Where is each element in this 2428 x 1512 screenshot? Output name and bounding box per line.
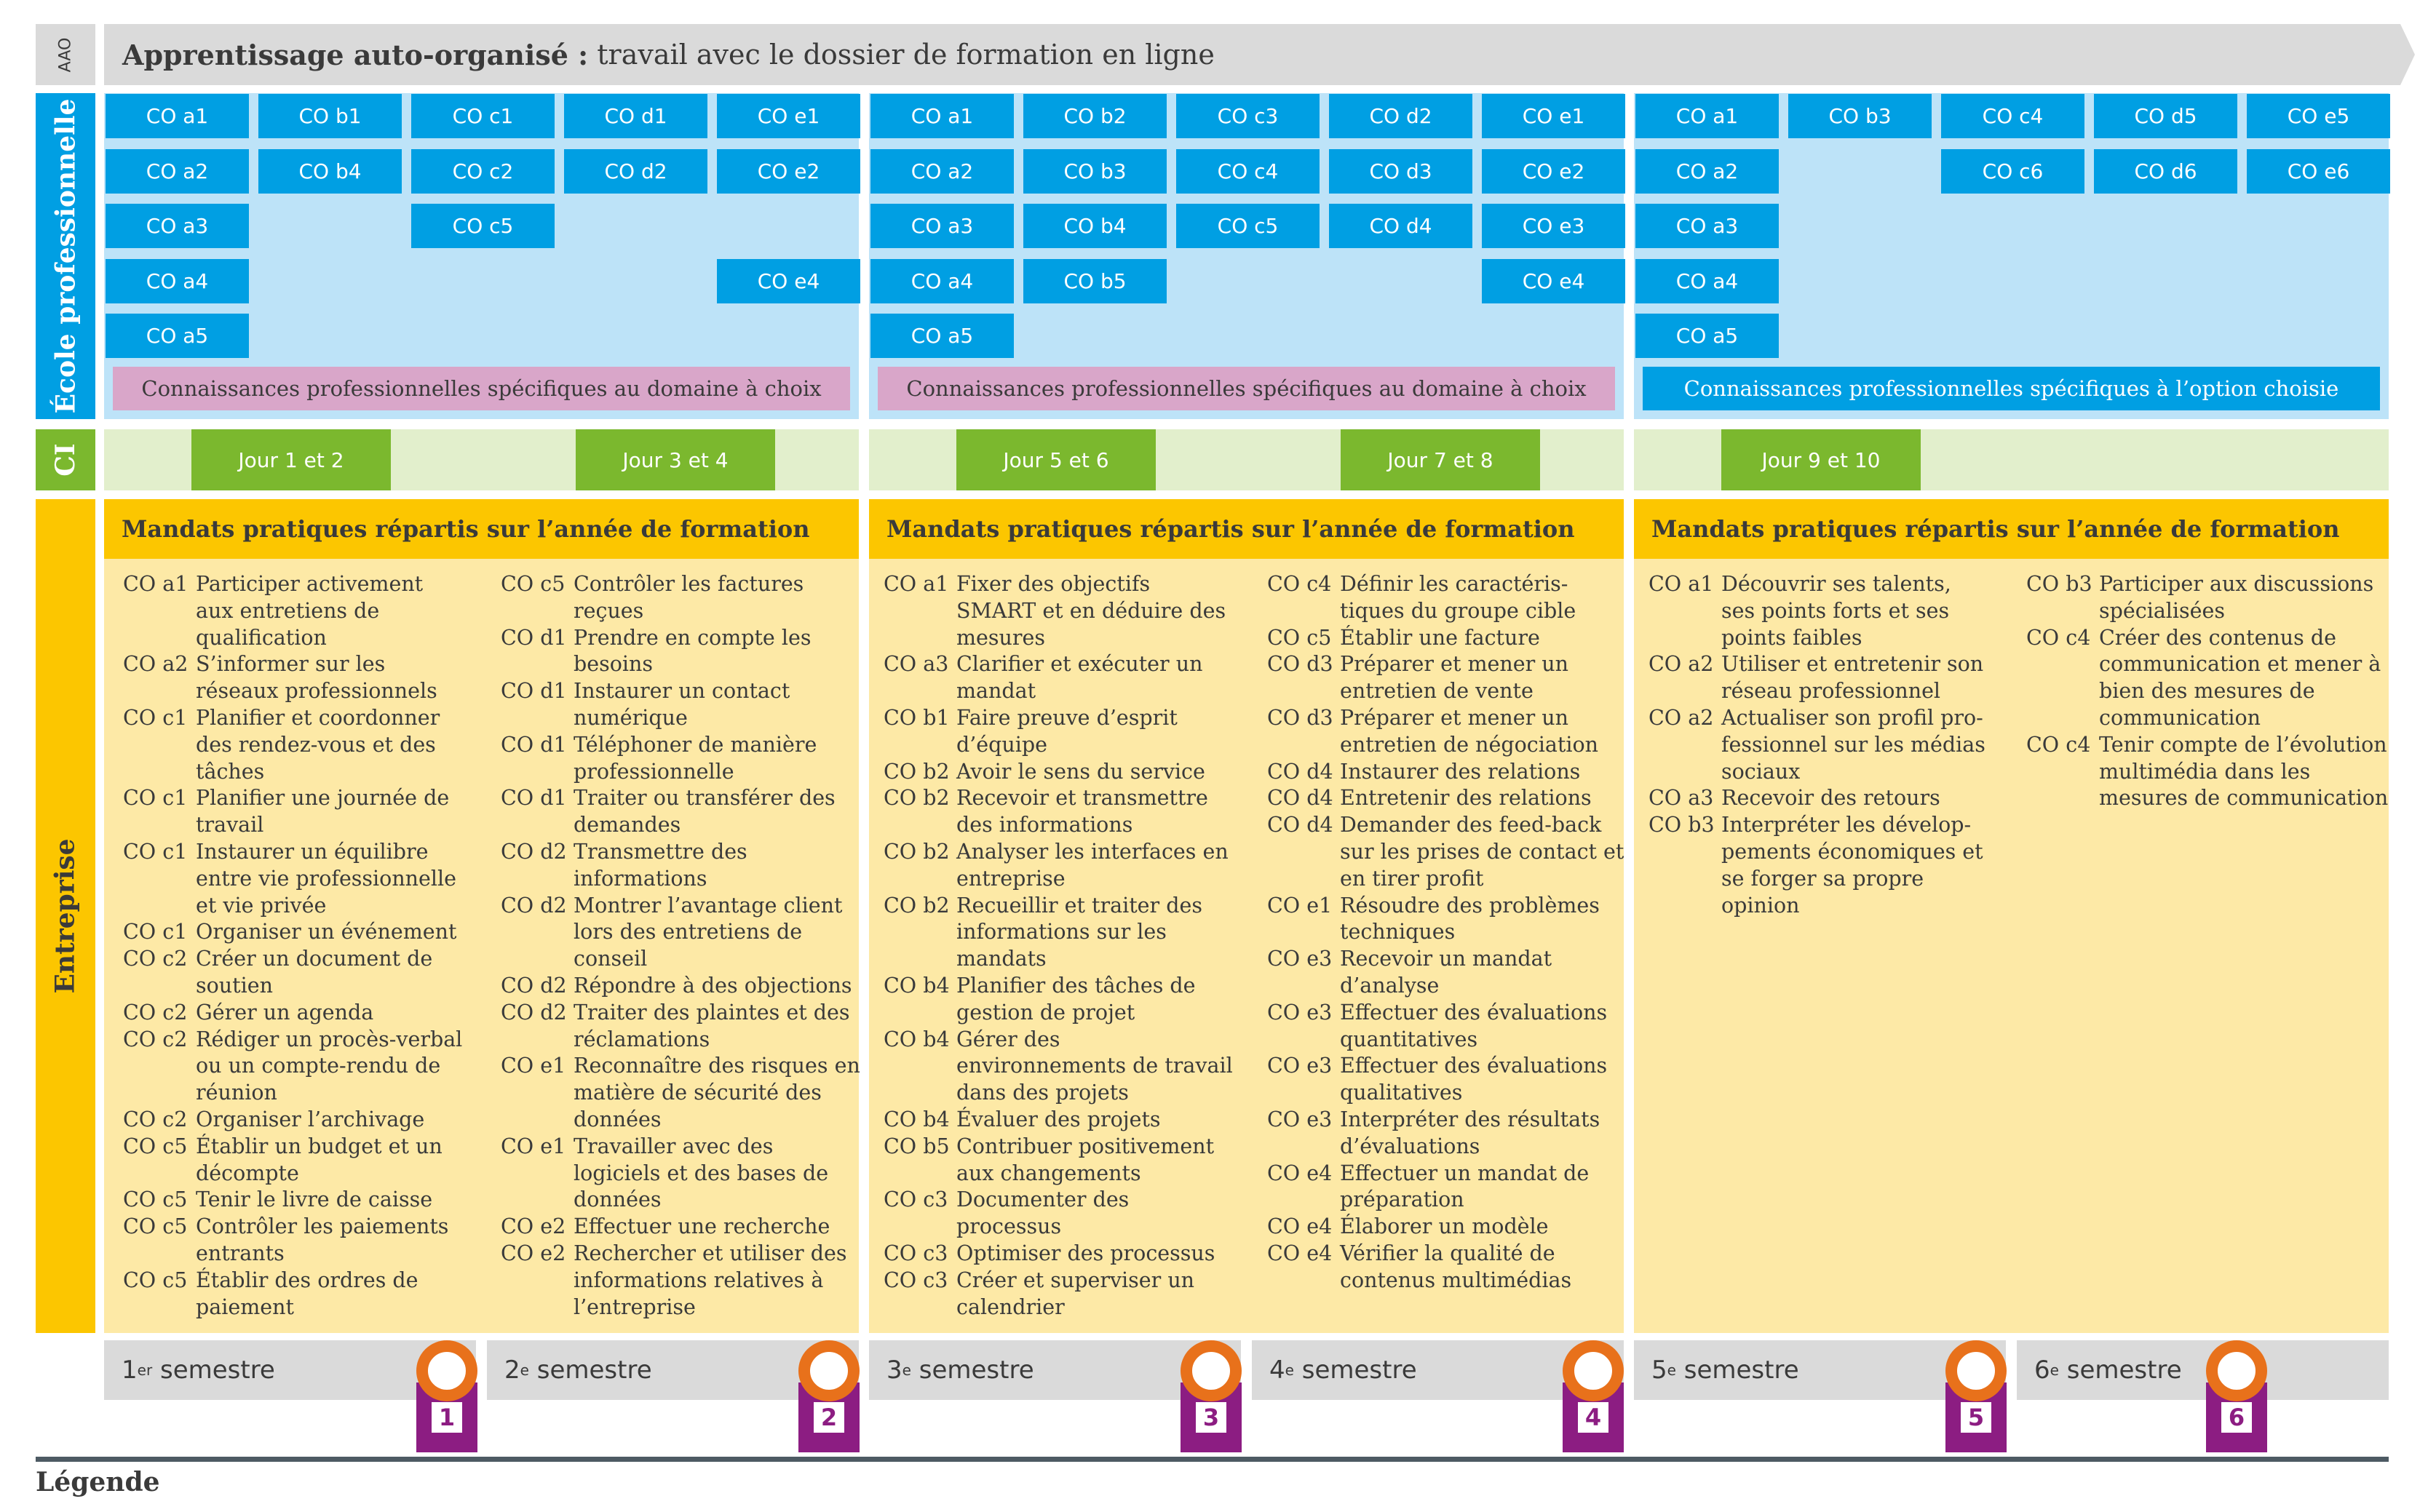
mandate-code: CO c5 — [123, 1187, 188, 1212]
ci-day-5: Jour 9 et 10 — [1721, 429, 1921, 490]
mandate-text: Tenir le livre de caisse — [196, 1187, 433, 1212]
mandates-header-3: Mandats pratiques répartis sur l’année de formation — [1634, 499, 2389, 559]
mandate-code: CO e2 — [501, 1241, 566, 1265]
mandate-item — [1267, 759, 1631, 786]
competence-cell: CO d4 — [1329, 204, 1472, 248]
mandate-item — [501, 785, 865, 839]
mandate-text: Prendre en compte les besoins — [574, 625, 812, 677]
milestone-ring-icon — [798, 1340, 860, 1401]
mandate-text: Effectuer des évaluations qualitatives — [1340, 1054, 1608, 1105]
mandate-text: Entretenir des relations — [1340, 786, 1592, 811]
mandate-code: CO b3 — [1649, 813, 1715, 837]
semester-number: 3 — [886, 1356, 902, 1385]
competence-cell: CO a2 — [1635, 149, 1779, 194]
mandate-text: Contrôler les factures reçues — [574, 572, 804, 623]
mandate-text: Organiser un événement — [196, 920, 457, 944]
competence-cell: CO c2 — [411, 149, 555, 194]
mandate-text: Téléphoner de manière professionnelle — [574, 732, 817, 784]
mandate-code: CO a2 — [1649, 652, 1714, 677]
semester-label: semestre — [910, 1356, 1034, 1385]
mandate-item — [884, 759, 1233, 786]
mandate-item — [1267, 625, 1631, 652]
mandate-column-6 — [2026, 571, 2390, 812]
competence-cell: CO d1 — [564, 94, 707, 138]
mandate-code: CO e3 — [1267, 947, 1333, 971]
mandate-text: Recevoir et transmettre des informations — [956, 786, 1208, 837]
mandate-code: CO e1 — [1267, 893, 1333, 918]
mandate-code: CO c4 — [1267, 572, 1332, 596]
mandate-item — [1267, 946, 1631, 1000]
mandate-text: Documenter des processus — [956, 1187, 1130, 1239]
semester-label: semestre — [152, 1356, 275, 1385]
mandate-text: Montrer l’avantage client lors des entretiens de conseil — [574, 893, 843, 971]
mandate-item — [2026, 732, 2390, 812]
mandate-code: CO a3 — [884, 652, 949, 677]
mandate-code: CO c5 — [1267, 625, 1332, 650]
mandate-text: Interpréter des résultats d’évaluations — [1340, 1107, 1600, 1158]
mandate-item — [123, 571, 465, 651]
mandate-item — [501, 973, 865, 1000]
mandate-item — [1267, 1241, 1631, 1294]
competence-cell: CO e5 — [2247, 94, 2390, 138]
mandate-text: Participer activement aux entretiens de qualification — [196, 572, 424, 650]
mandate-item — [1267, 1214, 1631, 1241]
competence-cell: CO c5 — [1176, 204, 1320, 248]
mandate-code: CO b2 — [884, 893, 950, 918]
mandate-text: Définir les caractéris- tiques du groupe cible — [1340, 572, 1576, 623]
competence-cell: CO e2 — [1482, 149, 1625, 194]
mandate-item — [123, 1107, 465, 1134]
mandate-code: CO c3 — [884, 1241, 948, 1265]
mandate-text: Organiser l’archivage — [196, 1107, 425, 1131]
competence-cell: CO b5 — [1023, 259, 1167, 303]
competence-cell: CO e1 — [717, 94, 860, 138]
mandate-text: Optimiser des processus — [956, 1241, 1215, 1265]
mandate-text: Transmettre des informations — [574, 839, 747, 891]
mandate-text: Faire preuve d’esprit d’équipe — [956, 705, 1178, 757]
mandate-code: CO c5 — [501, 572, 566, 596]
competence-cell: CO a3 — [870, 204, 1014, 248]
mandate-code: CO c1 — [123, 705, 188, 730]
mandate-text: Établir une facture — [1340, 625, 1540, 650]
mandate-text: Évaluer des projets — [956, 1107, 1161, 1131]
mandate-text: Contrôler les paiements entrants — [196, 1214, 449, 1265]
semester-ordinal: e — [520, 1361, 529, 1379]
mandate-code: CO d1 — [501, 625, 567, 650]
mandate-item — [501, 1214, 865, 1241]
badge-number: 5 — [1961, 1402, 1991, 1433]
mandate-item — [501, 1053, 865, 1133]
mandate-item — [123, 1214, 465, 1268]
mandate-code: CO d1 — [501, 732, 567, 757]
mandate-code: CO c4 — [2026, 625, 2091, 650]
mandate-code: CO e4 — [1267, 1214, 1333, 1239]
mandate-item — [884, 1027, 1233, 1107]
mandate-code: CO d2 — [501, 973, 567, 998]
mandate-text: Contribuer positivement aux changements — [956, 1134, 1215, 1185]
mandate-item — [1267, 571, 1631, 625]
mandate-item — [123, 839, 465, 919]
milestone-ring-icon — [1945, 1340, 2007, 1401]
competence-cell: CO a3 — [106, 204, 249, 248]
competence-cell: CO a1 — [1635, 94, 1779, 138]
badge-number: 4 — [1578, 1402, 1608, 1433]
competence-cell: CO a2 — [870, 149, 1014, 194]
mandate-item — [1649, 651, 1991, 705]
mandate-text: Préparer et mener un entretien de négociation — [1340, 705, 1598, 757]
mandate-text: Vérifier la qualité de contenus multimédias — [1340, 1241, 1572, 1292]
mandate-text: Préparer et mener un entretien de vente — [1340, 652, 1568, 704]
row-label-school: École professionnelle — [36, 93, 95, 419]
competence-cell: CO a4 — [870, 259, 1014, 303]
semester-ordinal: e — [1667, 1361, 1676, 1379]
ci-day-2: Jour 3 et 4 — [576, 429, 775, 490]
mandate-code: CO d1 — [501, 786, 567, 811]
milestone-ring-icon — [2206, 1340, 2267, 1401]
mandate-text: Recueillir et traiter des informations sur les mandats — [956, 893, 1202, 971]
mandate-item — [2026, 625, 2390, 732]
mandate-code: CO a1 — [123, 572, 189, 596]
competence-cell: CO a5 — [1635, 314, 1779, 358]
mandate-code: CO e3 — [1267, 1000, 1333, 1024]
mandate-item — [1267, 1000, 1631, 1054]
semester-6 — [2017, 1340, 2389, 1400]
competence-cell: CO c4 — [1176, 149, 1320, 194]
specific-knowledge-bar: Connaissances professionnelles spécifiques au domaine à choix — [878, 367, 1615, 410]
mandate-code: CO c1 — [123, 786, 188, 811]
semester-label: semestre — [1293, 1356, 1417, 1385]
competence-cell: CO e4 — [1482, 259, 1625, 303]
row-label-ci: CI — [36, 429, 95, 490]
mandate-code: CO b2 — [884, 786, 950, 811]
competence-cell: CO e1 — [1482, 94, 1625, 138]
mandate-code: CO e1 — [501, 1054, 566, 1078]
mandate-text: Créer et superviser un calendrier — [956, 1268, 1195, 1319]
mandate-item — [1267, 785, 1631, 812]
mandate-text: Participer aux discussions spécialisées — [2099, 572, 2374, 623]
mandate-item — [123, 1027, 465, 1107]
ci-day-4: Jour 7 et 8 — [1341, 429, 1540, 490]
mandate-column-5 — [1649, 571, 1991, 919]
mandate-text: Établir des ordres de paiement — [196, 1268, 418, 1319]
mandate-text: Utiliser et entretenir son réseau professionnel — [1721, 652, 1984, 704]
mandate-text: Analyser les interfaces en entreprise — [956, 839, 1229, 891]
mandate-item — [1649, 571, 1991, 651]
semester-ordinal: e — [902, 1361, 911, 1379]
specific-knowledge-bar: Connaissances professionnelles spécifiques au domaine à choix — [113, 367, 850, 410]
semester-ordinal: e — [1285, 1361, 1294, 1379]
mandate-text: Effectuer un mandat de préparation — [1340, 1161, 1590, 1212]
mandate-item — [1267, 1161, 1631, 1214]
competence-cell: CO c1 — [411, 94, 555, 138]
mandate-item — [123, 1187, 465, 1214]
mandate-code: CO e3 — [1267, 1054, 1333, 1078]
mandate-column-4 — [1267, 571, 1631, 1294]
mandate-code: CO c5 — [123, 1268, 188, 1292]
mandate-code: CO e3 — [1267, 1107, 1333, 1131]
mandate-text: Instaurer un équilibre entre vie professionnelle et vie privée — [196, 839, 457, 918]
mandate-text: Interpréter les dévelop- pements économiques et se forger sa propre opinion — [1721, 813, 1983, 918]
mandate-code: CO c5 — [123, 1134, 188, 1158]
semester-ordinal: er — [137, 1361, 153, 1379]
mandate-text: Instaurer un contact numérique — [574, 679, 790, 730]
mandate-code: CO a2 — [1649, 705, 1714, 730]
mandate-text: Rédiger un procès-verbal ou un compte-rendu de réunion — [196, 1027, 463, 1105]
mandate-code: CO d4 — [1267, 813, 1333, 837]
mandate-text: Résoudre des problèmes techniques — [1340, 893, 1600, 944]
mandate-code: CO d3 — [1267, 705, 1333, 730]
mandate-text: Découvrir ses talents, ses points forts et ses points faibles — [1721, 572, 1951, 650]
semester-number: 1 — [122, 1356, 138, 1385]
mandate-item — [1267, 651, 1631, 705]
mandate-code: CO b2 — [884, 839, 950, 864]
mandate-item — [884, 705, 1233, 759]
competence-cell: CO c4 — [1941, 94, 2084, 138]
mandate-code: CO b4 — [884, 1107, 950, 1131]
mandate-code: CO d3 — [1267, 652, 1333, 677]
mandate-text: Actualiser son profil pro- fessionnel sur les médias sociaux — [1721, 705, 1985, 784]
mandate-code: CO d2 — [501, 893, 567, 918]
mandate-item — [884, 893, 1233, 973]
competence-cell: CO b3 — [1788, 94, 1932, 138]
mandate-column-2 — [501, 571, 865, 1321]
mandate-item — [501, 839, 865, 893]
mandate-code: CO c1 — [123, 839, 188, 864]
specific-knowledge-bar: Connaissances professionnelles spécifiques à l’option choisie — [1643, 367, 2380, 410]
aao-banner-text: Apprentissage auto-organisé : travail avec le dossier de formation en ligne — [122, 38, 1215, 71]
mandate-text: S’informer sur les réseaux professionnels — [196, 652, 437, 704]
competence-cell: CO a4 — [1635, 259, 1779, 303]
mandate-code: CO a1 — [884, 572, 949, 596]
mandate-text: Traiter ou transférer des demandes — [574, 786, 836, 837]
mandate-code: CO d4 — [1267, 786, 1333, 811]
semester-label: semestre — [528, 1356, 652, 1385]
mandate-text: Demander des feed-back sur les prises de contact et en tirer profit — [1340, 813, 1624, 891]
mandate-item — [884, 1241, 1233, 1268]
mandate-text: Recevoir des retours — [1721, 786, 1940, 811]
mandate-item — [1267, 1107, 1631, 1161]
semester-ordinal: e — [2050, 1361, 2059, 1379]
mandate-text: Recevoir un mandat d’analyse — [1340, 947, 1552, 998]
mandate-code: CO c3 — [884, 1187, 948, 1212]
mandate-code: CO b5 — [884, 1134, 950, 1158]
mandate-text: Gérer des environnements de travail dans des projets — [956, 1027, 1233, 1105]
mandate-text: Instaurer des relations — [1340, 759, 1581, 784]
mandate-text: Créer des contenus de communication et mener à bien des mesures de communication — [2099, 625, 2381, 730]
mandate-column-1 — [123, 571, 465, 1321]
mandate-item — [884, 785, 1233, 839]
mandate-text: Rechercher et utiliser des informations relatives à l’entreprise — [574, 1241, 847, 1319]
mandate-code: CO a1 — [1649, 572, 1714, 596]
competence-cell: CO b4 — [258, 149, 402, 194]
mandate-item — [123, 1000, 465, 1027]
mandate-item — [123, 705, 465, 785]
mandate-code: CO c1 — [123, 920, 188, 944]
mandate-code: CO b3 — [2026, 572, 2092, 596]
badge-number: 3 — [1196, 1402, 1226, 1433]
mandate-item — [1267, 812, 1631, 892]
mandate-code: CO c2 — [123, 1107, 188, 1131]
mandate-text: Traiter des plaintes et des réclamations — [574, 1000, 850, 1051]
mandate-item — [501, 1000, 865, 1054]
mandate-code: CO c4 — [2026, 732, 2091, 757]
mandate-text: Reconnaître des risques en matière de sécurité des données — [574, 1054, 860, 1131]
mandate-text: Fixer des objectifs SMART et en déduire des mesures — [956, 572, 1226, 650]
mandate-item — [501, 571, 865, 625]
mandate-item — [1649, 785, 1991, 812]
mandate-text: Avoir le sens du service — [956, 759, 1205, 784]
ci-day-3: Jour 5 et 6 — [956, 429, 1156, 490]
ci-day-1: Jour 1 et 2 — [191, 429, 391, 490]
mandate-item — [123, 785, 465, 839]
mandate-item — [1267, 893, 1631, 947]
mandate-text: Clarifier et exécuter un mandat — [956, 652, 1203, 704]
competence-cell: CO b2 — [1023, 94, 1167, 138]
mandates-header-2: Mandats pratiques répartis sur l’année de formation — [869, 499, 1624, 559]
mandate-code: CO e2 — [501, 1214, 566, 1239]
mandate-text: Planifier et coordonner des rendez-vous et des tâches — [196, 705, 440, 784]
mandate-item — [1649, 705, 1991, 785]
mandate-item — [1267, 705, 1631, 759]
mandate-text: Créer un document de soutien — [196, 947, 433, 998]
mandate-item — [501, 625, 865, 679]
mandate-item — [884, 973, 1233, 1027]
semester-label: semestre — [1675, 1356, 1799, 1385]
mandate-code: CO d2 — [501, 1000, 567, 1024]
mandate-code: CO d2 — [501, 839, 567, 864]
milestone-ring-icon — [416, 1340, 477, 1401]
competence-cell: CO a4 — [106, 259, 249, 303]
mandate-code: CO b4 — [884, 973, 950, 998]
mandate-code: CO b1 — [884, 705, 950, 730]
row-label-aao: AAO — [36, 24, 95, 85]
mandate-column-3 — [884, 571, 1233, 1321]
row-label-company: Entreprise — [36, 499, 95, 1333]
mandate-code: CO e4 — [1267, 1241, 1333, 1265]
competence-cell: CO a3 — [1635, 204, 1779, 248]
mandate-text: Tenir compte de l’évolution multimédia dans les mesures de communication — [2099, 732, 2389, 811]
mandate-code: CO a2 — [123, 652, 189, 677]
competence-cell: CO b4 — [1023, 204, 1167, 248]
competence-cell: CO e6 — [2247, 149, 2390, 194]
mandate-item — [1267, 1053, 1631, 1107]
legend-title: Légende — [36, 1467, 160, 1497]
mandate-item — [501, 1134, 865, 1214]
mandate-item — [123, 946, 465, 1000]
mandate-code: CO b2 — [884, 759, 950, 784]
competence-cell: CO d5 — [2094, 94, 2237, 138]
mandate-item — [123, 1134, 465, 1187]
semester-number: 2 — [504, 1356, 520, 1385]
mandate-text: Travailler avec des logiciels et des bases de données — [574, 1134, 829, 1212]
mandate-item — [501, 1241, 865, 1321]
mandate-code: CO c2 — [123, 1000, 188, 1024]
mandate-code: CO e1 — [501, 1134, 566, 1158]
mandate-text: Planifier une journée de travail — [196, 786, 450, 837]
mandate-item — [123, 919, 465, 946]
competence-cell: CO e4 — [717, 259, 860, 303]
mandates-header-1: Mandats pratiques répartis sur l’année de formation — [104, 499, 859, 559]
mandate-code: CO a3 — [1649, 786, 1714, 811]
competence-cell: CO c6 — [1941, 149, 2084, 194]
competence-cell: CO c3 — [1176, 94, 1320, 138]
mandate-item — [884, 651, 1233, 705]
mandate-item — [123, 1268, 465, 1321]
competence-cell: CO d6 — [2094, 149, 2237, 194]
milestone-ring-icon — [1181, 1340, 1242, 1401]
mandate-code: CO c5 — [123, 1214, 188, 1239]
mandate-code: CO b4 — [884, 1027, 950, 1051]
competence-cell: CO e2 — [717, 149, 860, 194]
mandate-text: Effectuer une recherche — [574, 1214, 830, 1239]
legend-rule — [36, 1457, 2389, 1462]
competence-cell: CO b3 — [1023, 149, 1167, 194]
mandate-code: CO c2 — [123, 947, 188, 971]
mandate-item — [884, 1134, 1233, 1187]
mandate-item — [884, 839, 1233, 893]
mandate-code: CO e4 — [1267, 1161, 1333, 1185]
badge-number: 2 — [814, 1402, 844, 1433]
semester-number: 6 — [2034, 1356, 2050, 1385]
mandate-text: Effectuer des évaluations quantitatives — [1340, 1000, 1608, 1051]
competence-cell: CO d2 — [1329, 94, 1472, 138]
mandate-text: Élaborer un modèle — [1340, 1214, 1549, 1239]
mandate-item — [884, 1107, 1233, 1134]
mandate-item — [884, 1268, 1233, 1321]
competence-cell: CO e3 — [1482, 204, 1625, 248]
competence-cell: CO a5 — [870, 314, 1014, 358]
mandate-text: Gérer un agenda — [196, 1000, 374, 1024]
mandate-item — [1649, 812, 1991, 919]
competence-cell: CO d2 — [564, 149, 707, 194]
mandate-code: CO c3 — [884, 1268, 948, 1292]
mandate-item — [501, 732, 865, 786]
mandate-item — [2026, 571, 2390, 625]
mandate-text: Planifier des tâches de gestion de projet — [956, 973, 1196, 1024]
mandate-text: Répondre à des objections — [574, 973, 852, 998]
mandate-code: CO c2 — [123, 1027, 188, 1051]
competence-cell: CO a1 — [106, 94, 249, 138]
badge-number: 1 — [432, 1402, 462, 1433]
semester-number: 4 — [1269, 1356, 1285, 1385]
badge-number: 6 — [2221, 1402, 2252, 1433]
mandate-item — [501, 678, 865, 732]
mandate-code: CO d1 — [501, 679, 567, 704]
semester-label: semestre — [2058, 1356, 2182, 1385]
competence-cell: CO a2 — [106, 149, 249, 194]
mandate-text: Établir un budget et un décompte — [196, 1134, 443, 1185]
competence-cell: CO a1 — [870, 94, 1014, 138]
mandate-item — [123, 651, 465, 705]
mandate-code: CO d4 — [1267, 759, 1333, 784]
milestone-ring-icon — [1563, 1340, 1624, 1401]
mandate-item — [501, 893, 865, 973]
competence-cell: CO b1 — [258, 94, 402, 138]
mandate-item — [884, 571, 1233, 651]
mandate-item — [884, 1187, 1233, 1241]
competence-cell: CO d3 — [1329, 149, 1472, 194]
competence-cell: CO c5 — [411, 204, 555, 248]
competence-cell: CO a5 — [106, 314, 249, 358]
semester-number: 5 — [1651, 1356, 1667, 1385]
